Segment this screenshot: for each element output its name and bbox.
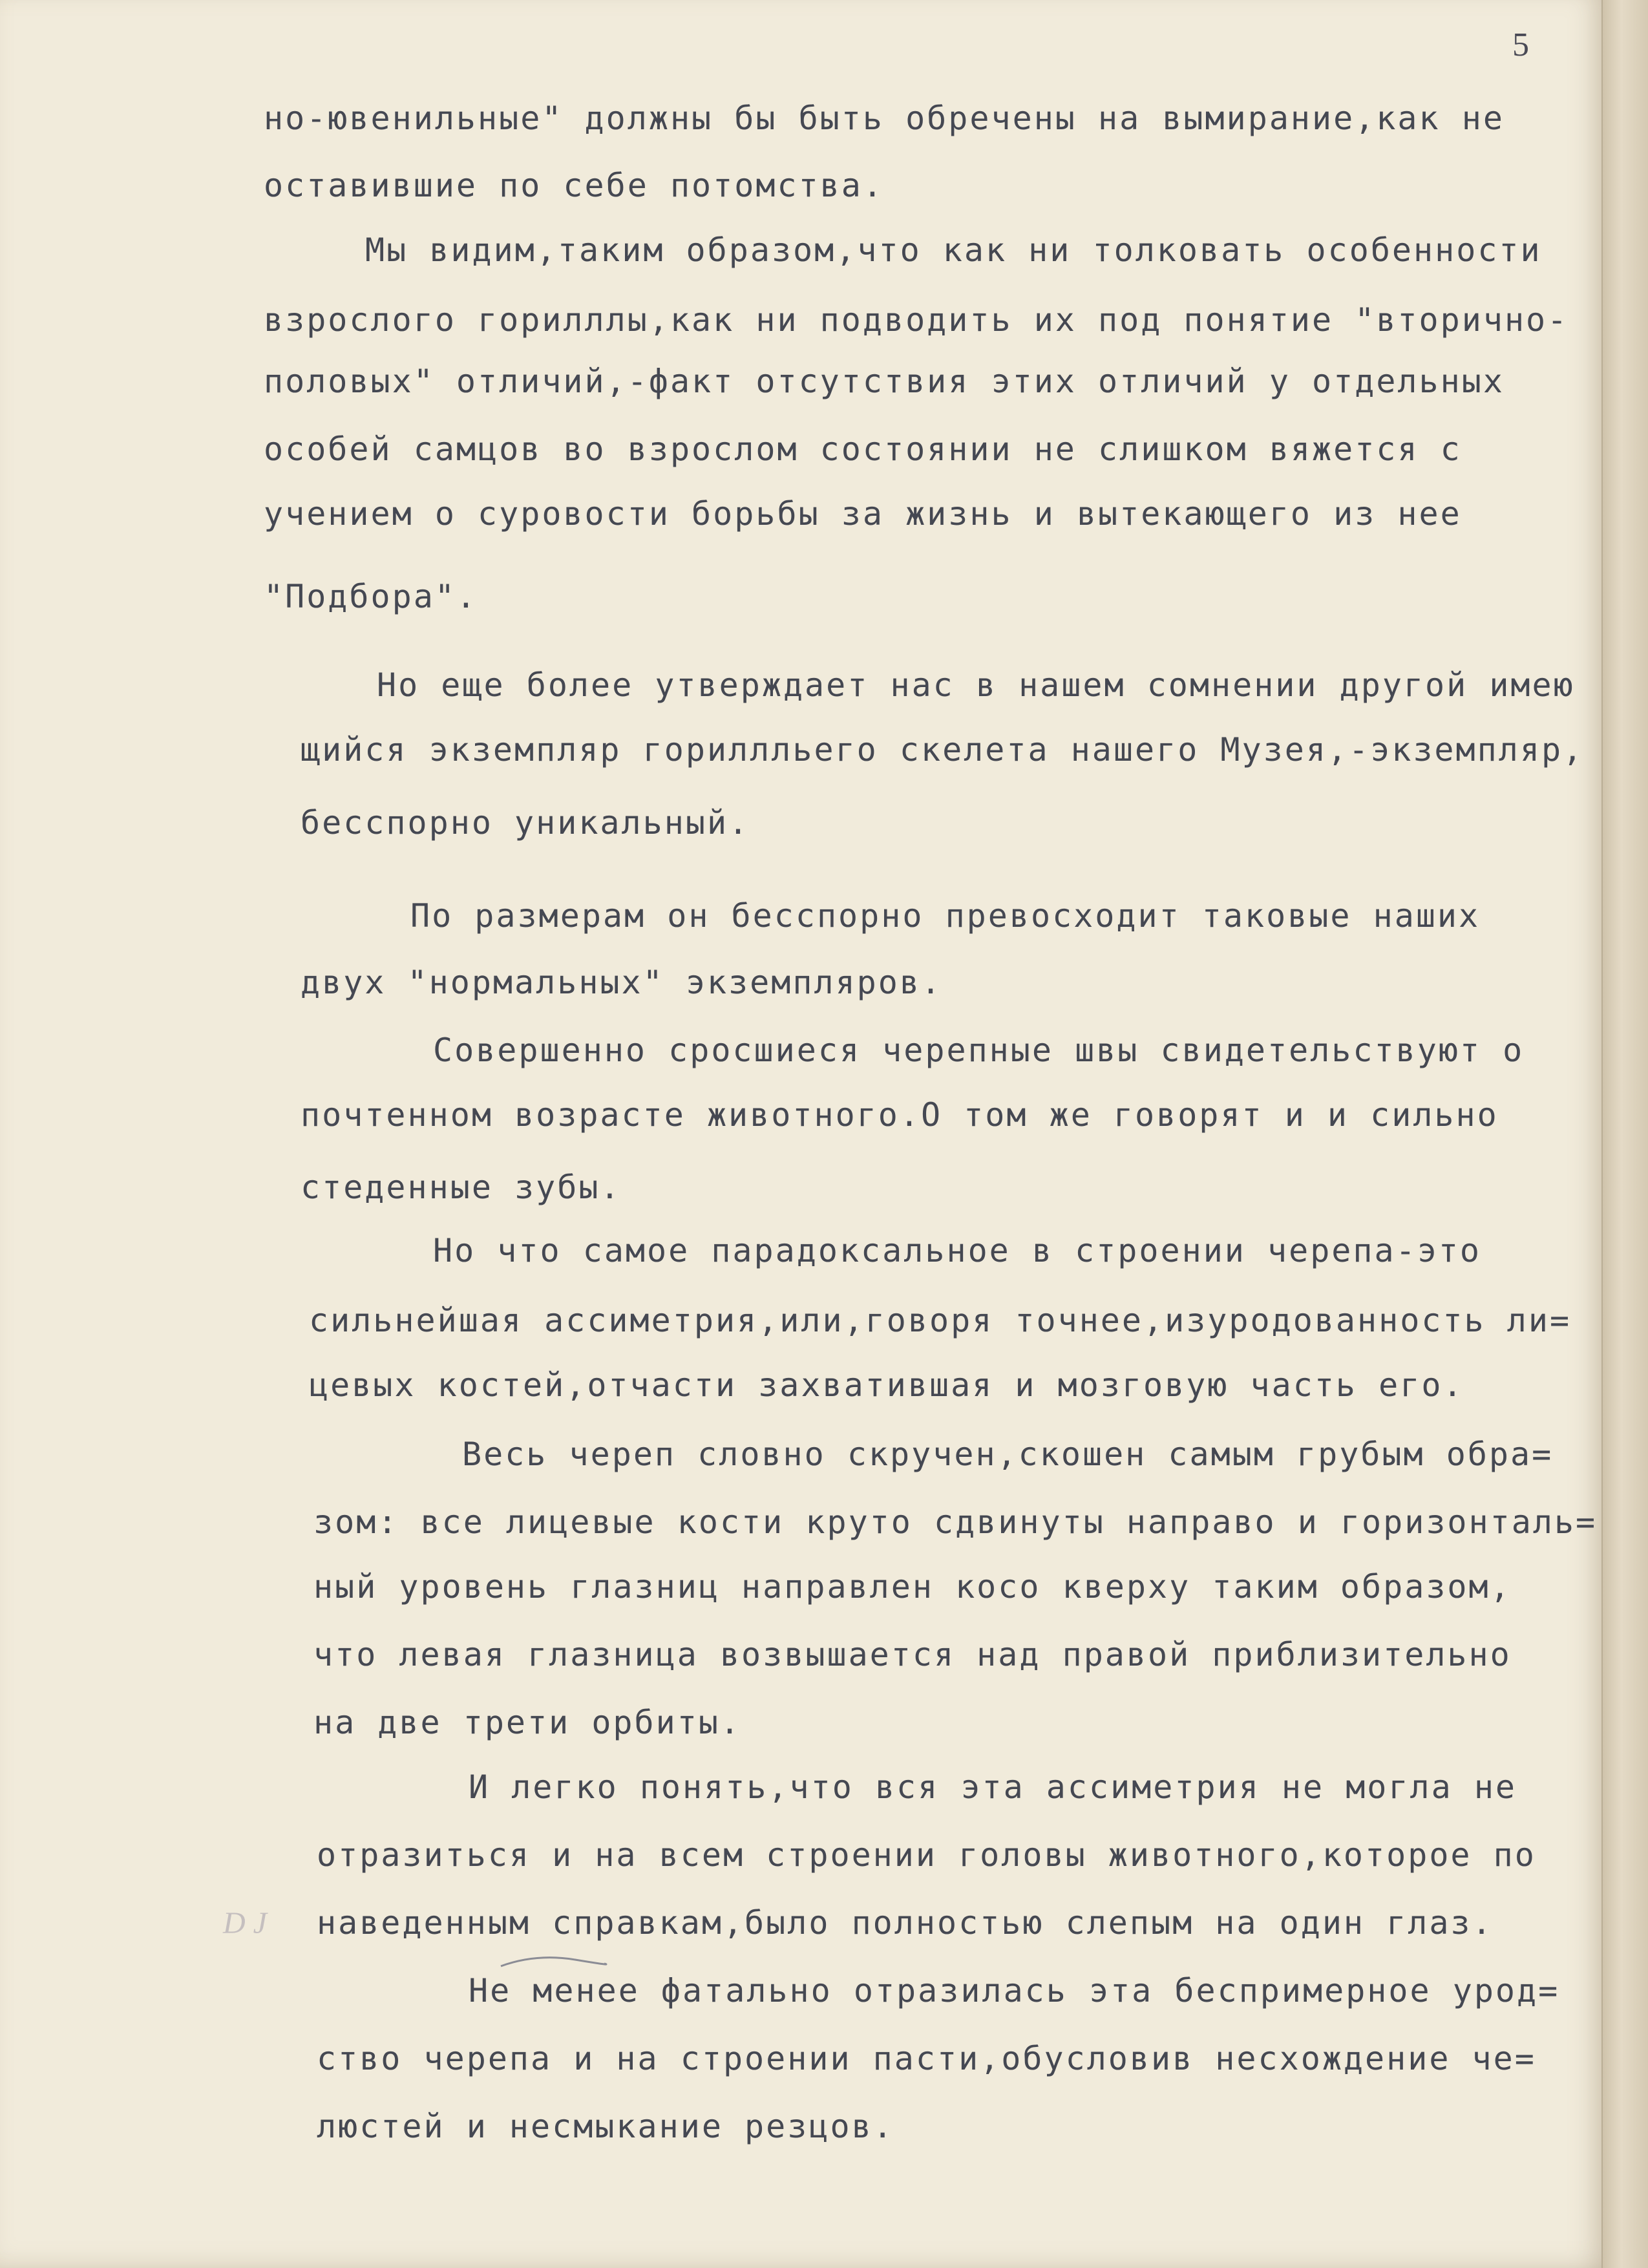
page-edge (1601, 0, 1648, 2268)
text-line: ство черепа и на строении пасти,обусловив несхождение че= (317, 2040, 1536, 2077)
text-line: особей самцов во взрослом состоянии не слишком вяжется с (264, 430, 1462, 468)
text-line: И легко понять,что вся эта ассиметрия не могла не (469, 1768, 1517, 1806)
text-line: половых" отличий,-факт отсутствия этих отличий у отдельных (264, 363, 1505, 400)
text-line: Не менее фатально отразилась эта беспримерное урод= (469, 1972, 1560, 2009)
text-line: люстей и несмыкание резцов. (317, 2108, 894, 2145)
margin-pencil-mark: D J (223, 1906, 267, 1940)
text-line: отразиться и на всем строении головы животного,которое по (317, 1836, 1536, 1874)
text-line: Мы видим,таким образом,что как ни толковать особенности (365, 231, 1542, 269)
text-line: взрослого горилллы,как ни подводить их под понятие "вторично- (264, 301, 1569, 339)
text-line: зом: все лицевые кости круто сдвинуты направо и горизонталь= (313, 1503, 1598, 1541)
text-line: цевых костей,отчасти захватившая и мозговую часть его. (309, 1366, 1464, 1404)
text-line: оставившие по себе потомства. (264, 167, 884, 204)
text-line: двух "нормальных" экземпляров. (301, 964, 943, 1001)
text-line: сильнейшая ассиметрия,или,говоря точнее,изуродованность ли= (309, 1302, 1572, 1339)
text-line: стеденные зубы. (301, 1169, 622, 1206)
text-line: что левая глазница возвышается над правой приблизительно (313, 1636, 1512, 1673)
text-line: Совершенно сросшиеся черепные швы свидетельствуют о (433, 1032, 1525, 1069)
text-line: Но что самое парадоксальное в строении черепа-это (433, 1232, 1482, 1269)
text-line: Весь череп словно скручен,скошен самым грубым обра= (462, 1436, 1554, 1473)
pencil-underline-stroke (498, 1952, 607, 1971)
text-line: По размерам он бесспорно превосходит таковые наших (410, 897, 1481, 935)
text-line: почтенном возрасте животного.О том же говорят и и сильно (301, 1096, 1499, 1134)
page-number: 5 (1512, 26, 1529, 63)
text-line: щийся экземпляр гориллльего скелета нашего Музея,-экземпляр, (301, 731, 1585, 768)
text-line: наведенным справкам,было полностью слепым на один глаз. (317, 1904, 1494, 1942)
text-line: "Подбора". (264, 578, 478, 615)
text-line: ный уровень глазниц направлен косо кверху таким образом, (313, 1568, 1512, 1606)
text-line: бесспорно уникальный. (301, 804, 750, 842)
text-line: но-ювенильные" должны бы быть обречены на вымирание,как не (264, 100, 1505, 137)
text-line: Но еще более утверждает нас в нашем сомнении другой имею (377, 666, 1575, 704)
text-line: учением о суровости борьбы за жизнь и вытекающего из нее (264, 495, 1462, 533)
text-line: на две трети орбиты. (313, 1704, 742, 1741)
